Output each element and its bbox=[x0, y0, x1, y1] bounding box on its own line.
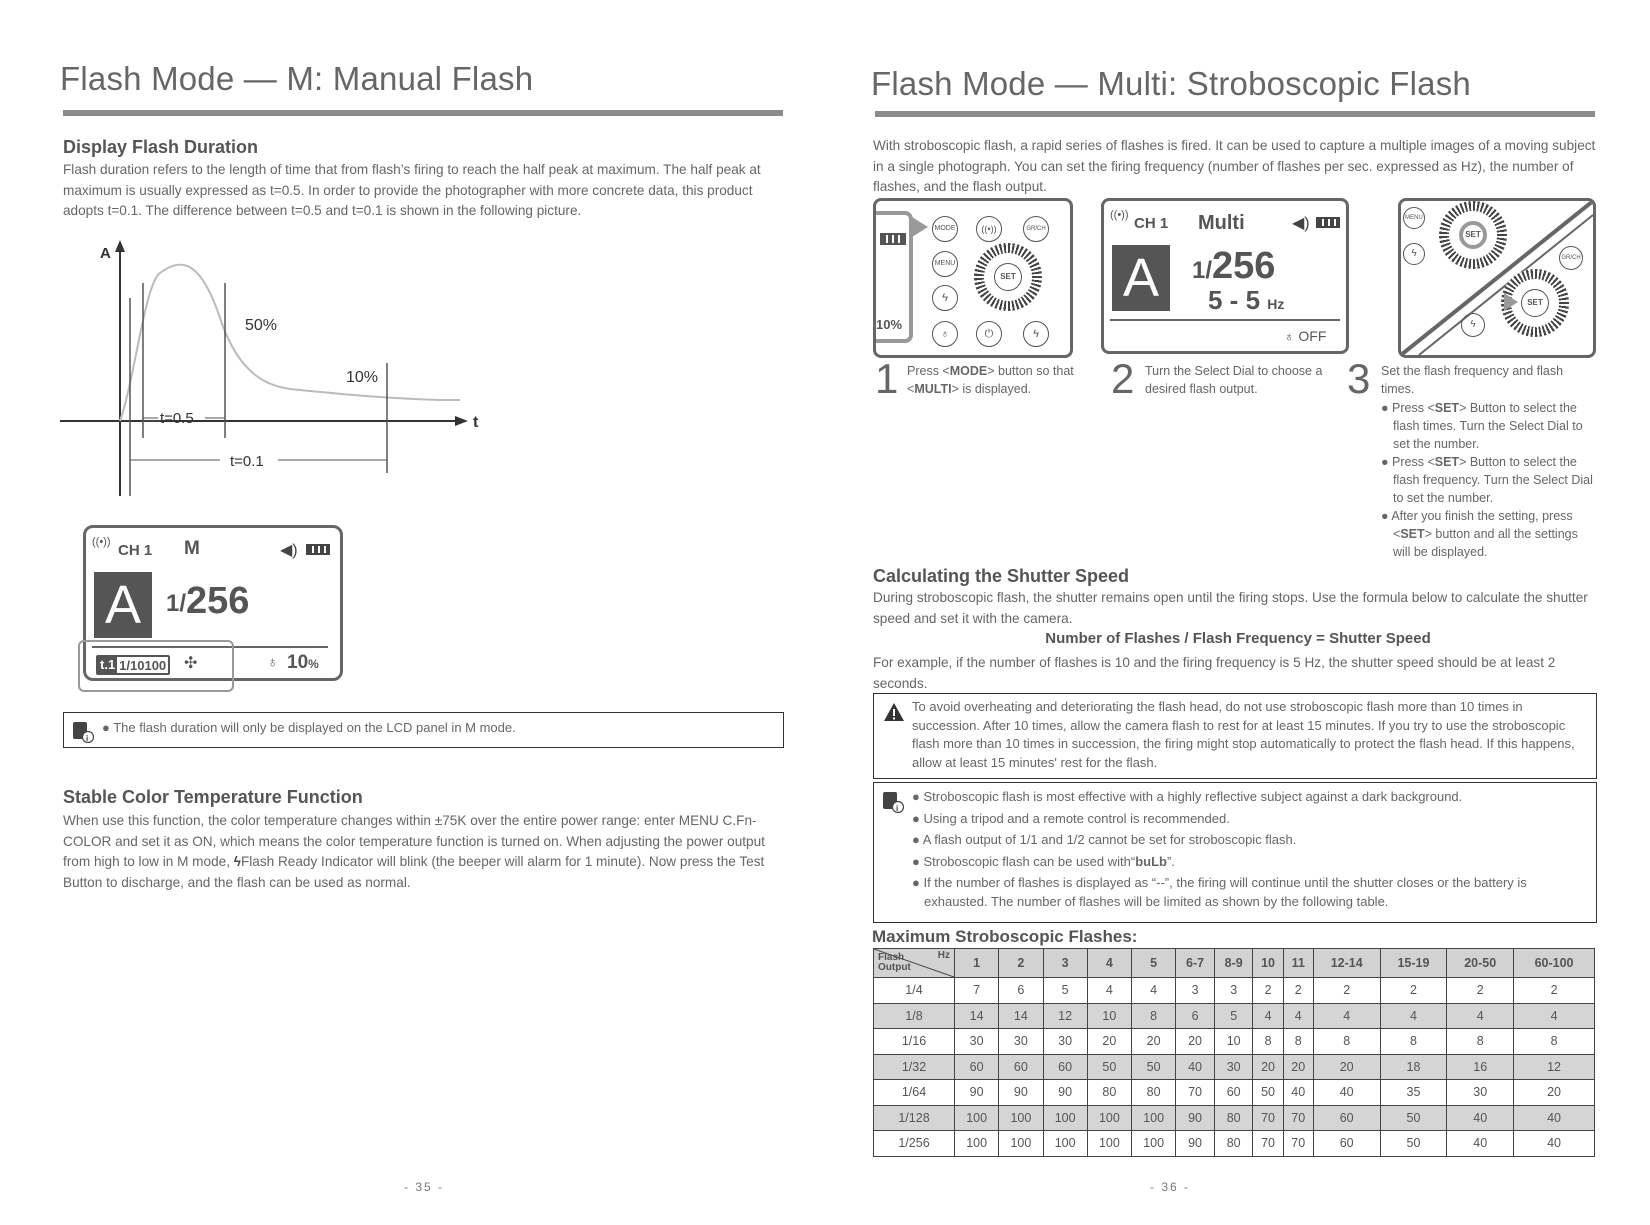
table-cell: 4 bbox=[1253, 1003, 1283, 1029]
wireless-button[interactable]: ((•)) bbox=[976, 216, 1002, 242]
fan-icon: ✣ bbox=[184, 655, 198, 672]
column-header: 10 bbox=[1253, 949, 1283, 978]
table-cell: 8 bbox=[1132, 1003, 1176, 1029]
table-cell: 80 bbox=[1214, 1105, 1253, 1131]
table-cell: 40 bbox=[1447, 1105, 1514, 1131]
column-header: 12-14 bbox=[1313, 949, 1380, 978]
note-item: ● A flash output of 1/1 and 1/2 cannot be set for stroboscopic flash. bbox=[912, 832, 1297, 847]
column-header: 15-19 bbox=[1380, 949, 1447, 978]
x-axis-label: t bbox=[473, 414, 479, 431]
table-cell: 40 bbox=[1176, 1054, 1215, 1080]
table-cell: 8 bbox=[1447, 1029, 1514, 1055]
label-t01: t=0.1 bbox=[230, 453, 264, 470]
battery-icon bbox=[306, 544, 330, 555]
table-cell: 90 bbox=[1043, 1080, 1087, 1106]
step3-intro: Set the flash frequency and flash times. bbox=[1381, 364, 1564, 396]
table-cell: 100 bbox=[999, 1131, 1043, 1157]
table-cell: 60 bbox=[1043, 1054, 1087, 1080]
table-cell: 90 bbox=[1176, 1105, 1215, 1131]
step3-bullet-1 bbox=[1381, 399, 1596, 453]
x-axis-arrow bbox=[455, 416, 468, 426]
corner-output: Output bbox=[878, 962, 911, 973]
step3-b2-pre: ● Press < bbox=[1381, 455, 1435, 469]
table-cell: 8 bbox=[1380, 1029, 1447, 1055]
step3-bullet-3 bbox=[1381, 507, 1596, 561]
color-temp-body-2: Flash Ready Indicator will blink (the beeper will alarm for 1 minute). Now press the Test Button to discharge, and the flash can be used as normal. bbox=[63, 854, 765, 890]
table-cell: 80 bbox=[1087, 1080, 1131, 1106]
column-header: 6-7 bbox=[1176, 949, 1215, 978]
duration-tag: t.1 bbox=[100, 657, 116, 672]
table-cell: 30 bbox=[1447, 1080, 1514, 1106]
table-cell: 90 bbox=[1176, 1131, 1215, 1157]
table-cell: 70 bbox=[1253, 1105, 1283, 1131]
table-cell: 8 bbox=[1313, 1029, 1380, 1055]
table-cell: 30 bbox=[1214, 1054, 1253, 1080]
section-heading-flash-duration: Display Flash Duration bbox=[63, 137, 259, 157]
lcd-panel-multi-mode bbox=[1101, 198, 1349, 354]
table-cell: 90 bbox=[955, 1080, 999, 1106]
lcd-percent bbox=[287, 652, 319, 674]
table-cell: 35 bbox=[1380, 1080, 1447, 1106]
table-row bbox=[874, 1131, 1595, 1157]
control-panel-illustration-1 bbox=[873, 198, 1073, 358]
bulb-icon: ♁ bbox=[1284, 328, 1295, 344]
y-axis-arrow bbox=[115, 240, 125, 252]
grch-button[interactable]: GR/CH bbox=[1559, 246, 1583, 270]
note-item: ● If the number of flashes is displayed as “--”, the firing will continue until the shutter closes or the battery is exhausted. The number of flashes will be limited as shown by the following table. bbox=[912, 875, 1527, 909]
step3-b3-post: > button and all the settings will be displayed. bbox=[1393, 527, 1578, 559]
lcd-power-prefix: 1/ bbox=[166, 590, 187, 617]
table-cell: 18 bbox=[1380, 1054, 1447, 1080]
table-cell: 50 bbox=[1380, 1105, 1447, 1131]
lcd-off-label: OFF bbox=[1298, 328, 1327, 344]
table-cell: 100 bbox=[1087, 1105, 1131, 1131]
flash-ready-icon: ϟ bbox=[233, 854, 241, 869]
table-cell: 4 bbox=[1380, 1003, 1447, 1029]
table-header-row bbox=[874, 949, 1595, 978]
table-row bbox=[874, 1003, 1595, 1029]
section-body-color-temp bbox=[63, 811, 793, 893]
table-cell: 5 bbox=[1214, 1003, 1253, 1029]
table-cell: 40 bbox=[1514, 1131, 1595, 1157]
step1-post: > is displayed. bbox=[951, 382, 1032, 396]
shutter-body: During stroboscopic flash, the shutter remains open until the firing stops. Use the formula below to calculate the shutter speed and set it with the camera. bbox=[873, 590, 1588, 626]
lcd-power-prefix: 1/ bbox=[1192, 257, 1213, 284]
lcd-frequency bbox=[1208, 285, 1284, 316]
warning-box bbox=[873, 693, 1597, 779]
table-cell: 14 bbox=[999, 1003, 1043, 1029]
wireless-icon: ((•)) bbox=[92, 536, 111, 548]
table-cell: 50 bbox=[1087, 1054, 1131, 1080]
table-cell: 4 bbox=[1447, 1003, 1514, 1029]
svg-text:i: i bbox=[86, 734, 89, 743]
table-cell: 8 bbox=[1283, 1029, 1313, 1055]
notes-box bbox=[873, 782, 1597, 923]
corner-cell bbox=[874, 949, 955, 978]
step3-bullet-2 bbox=[1381, 453, 1596, 507]
lcd-big-letter: A bbox=[1112, 245, 1170, 311]
max-flashes-table bbox=[873, 948, 1595, 1157]
table-cell: 40 bbox=[1283, 1080, 1313, 1106]
column-header: 5 bbox=[1132, 949, 1176, 978]
table-cell: 20 bbox=[1132, 1029, 1176, 1055]
control-panel-illustration-3 bbox=[1398, 198, 1596, 358]
table-cell: 5 bbox=[1043, 978, 1087, 1004]
table-cell: 60 bbox=[955, 1054, 999, 1080]
table-cell: 50 bbox=[1253, 1080, 1283, 1106]
table-body bbox=[874, 978, 1595, 1157]
table-cell: 100 bbox=[1087, 1131, 1131, 1157]
column-header: 3 bbox=[1043, 949, 1087, 978]
column-header: 1 bbox=[955, 949, 999, 978]
set-button-highlight[interactable]: SET bbox=[1459, 221, 1487, 249]
lcd-mode: Multi bbox=[1198, 212, 1245, 234]
note-text-m-mode: ● The flash duration will only be displayed on the LCD panel in M mode. bbox=[102, 720, 516, 735]
step1-mid: > button so that < bbox=[907, 364, 1074, 396]
table-cell: 6 bbox=[1176, 1003, 1215, 1029]
lcd-frequency-value: 5 - 5 bbox=[1208, 285, 1261, 315]
wireless-icon: ((•)) bbox=[1110, 209, 1129, 221]
table-cell: 2 bbox=[1447, 978, 1514, 1004]
table-cell: 4 bbox=[1514, 1003, 1595, 1029]
intro-paragraph: With stroboscopic flash, a rapid series of flashes is fired. It can be used to capture a multiple images of a moving subject in a single photograph. You can set the firing frequency (number of flashes per sec. expressed as Hz), the number of flashes, and the flash output. bbox=[873, 138, 1596, 194]
section-body-flash-duration: Flash duration refers to the length of time that from flash’s firing to reach the half peak at maximum. The half peak at maximum is usually expressed as t=0.5. In order to provide the photographer with more concrete data, this product adopts t=0.1. The difference between t=0.5 and t=0.1 is shown in the following picture. bbox=[63, 162, 761, 218]
shutter-example: For example, if the number of flashes is 10 and the firing frequency is 5 Hz, the shutter speed should be at least 2 seconds. bbox=[873, 655, 1556, 691]
note-icon bbox=[882, 791, 904, 818]
table-cell: 70 bbox=[1283, 1131, 1313, 1157]
lcd-mode: M bbox=[184, 538, 200, 559]
section-heading-shutter-speed: Calculating the Shutter Speed bbox=[873, 566, 1130, 586]
table-cell: 70 bbox=[1176, 1080, 1215, 1106]
lcd-channel: CH 1 bbox=[1134, 215, 1169, 232]
table-cell: 30 bbox=[999, 1029, 1043, 1055]
table-cell: 20 bbox=[1514, 1080, 1595, 1106]
corner-flash-output bbox=[878, 953, 911, 973]
step3-b1-post: > Button to select the flash times. Turn the Select Dial to set the number. bbox=[1393, 401, 1583, 451]
lcd-power-value: 256 bbox=[186, 580, 250, 622]
table-cell: 4 bbox=[1313, 1003, 1380, 1029]
table-cell: 2 bbox=[1514, 978, 1595, 1004]
speaker-icon: ◀) bbox=[280, 542, 298, 559]
table-cell: 12 bbox=[1043, 1003, 1087, 1029]
corner-hz: Hz bbox=[937, 950, 950, 961]
test-button[interactable]: ϟ bbox=[1023, 321, 1049, 347]
menu-button[interactable]: MENU bbox=[1403, 207, 1425, 229]
step-number-2: 2 bbox=[1111, 355, 1135, 402]
table-cell: 14 bbox=[955, 1003, 999, 1029]
table-cell: 16 bbox=[1447, 1054, 1514, 1080]
table-cell: 10 bbox=[1214, 1029, 1253, 1055]
table-cell: 100 bbox=[1132, 1105, 1176, 1131]
table-cell: 70 bbox=[1253, 1131, 1283, 1157]
notes-list bbox=[912, 788, 1588, 911]
table-cell: 80 bbox=[1132, 1080, 1176, 1106]
title-rule bbox=[875, 111, 1595, 117]
lcd-divider bbox=[1110, 319, 1340, 321]
sync-button[interactable]: ϟ bbox=[1403, 243, 1425, 265]
page-number-36: - 36 - bbox=[1150, 1180, 1191, 1194]
label-t05: t=0.5 bbox=[160, 410, 194, 427]
table-cell: 90 bbox=[999, 1080, 1043, 1106]
step-text-2: Turn the Select Dial to choose a desired flash output. bbox=[1145, 364, 1323, 396]
step3-b3-pre: ● After you finish the setting, press < bbox=[1381, 509, 1573, 541]
table-cell: 100 bbox=[955, 1131, 999, 1157]
step-text-1 bbox=[907, 362, 1087, 398]
table-cell: 60 bbox=[1313, 1105, 1380, 1131]
table-cell: 3 bbox=[1176, 978, 1215, 1004]
speaker-icon: ◀) bbox=[1292, 215, 1310, 232]
lcd-channel: CH 1 bbox=[118, 542, 153, 559]
column-header: 2 bbox=[999, 949, 1043, 978]
table-cell: 100 bbox=[955, 1105, 999, 1131]
table-cell: 3 bbox=[1214, 978, 1253, 1004]
table-cell: 4 bbox=[1132, 978, 1176, 1004]
table-cell: 80 bbox=[1214, 1131, 1253, 1157]
title-rule bbox=[63, 110, 783, 116]
table-title: Maximum Stroboscopic Flashes: bbox=[872, 927, 1138, 946]
duration-value: 1/10100 bbox=[119, 657, 167, 673]
table-cell: 20 bbox=[1087, 1029, 1131, 1055]
column-header: 60-100 bbox=[1514, 949, 1595, 978]
table-cell: 50 bbox=[1132, 1054, 1176, 1080]
lcd-big-letter: A bbox=[94, 572, 152, 638]
table-cell: 100 bbox=[1043, 1105, 1087, 1131]
page-36 bbox=[825, 0, 1650, 1225]
table-cell: 6 bbox=[999, 978, 1043, 1004]
y-axis-label: A bbox=[100, 245, 111, 262]
section-heading-color-temp: Stable Color Temperature Function bbox=[63, 787, 363, 807]
row-label: 1/4 bbox=[874, 978, 955, 1004]
table-cell: 20 bbox=[1313, 1054, 1380, 1080]
table-cell: 60 bbox=[1313, 1131, 1380, 1157]
row-label: 1/16 bbox=[874, 1029, 955, 1055]
grch-button[interactable]: GR/CH bbox=[1023, 216, 1049, 242]
note4-bold: buLb bbox=[1135, 853, 1167, 869]
step1-bold-multi: MULTI bbox=[914, 382, 952, 396]
table-row bbox=[874, 1105, 1595, 1131]
column-header: 8-9 bbox=[1214, 949, 1253, 978]
table-cell: 40 bbox=[1313, 1080, 1380, 1106]
column-header: 20-50 bbox=[1447, 949, 1514, 978]
menu-button[interactable]: MENU bbox=[932, 251, 958, 277]
label-10-percent: 10% bbox=[346, 369, 379, 386]
table-cell: 60 bbox=[1214, 1080, 1253, 1106]
battery-icon bbox=[1316, 217, 1340, 228]
table-cell: 2 bbox=[1253, 978, 1283, 1004]
set-button[interactable]: SET bbox=[1521, 289, 1549, 317]
corner-flash: Flash bbox=[878, 952, 905, 963]
step3-b3-bold: SET bbox=[1400, 527, 1425, 541]
page-title: Flash Mode — Multi: Stroboscopic Flash bbox=[871, 65, 1471, 102]
modeling-light-button[interactable]: ♁ bbox=[932, 321, 958, 347]
note4-post: ”. bbox=[1166, 853, 1175, 869]
power-button[interactable]: ⏻ bbox=[976, 321, 1002, 347]
step-text-3 bbox=[1381, 362, 1596, 561]
table-cell: 2 bbox=[1283, 978, 1313, 1004]
note-item-bulb bbox=[912, 853, 1588, 872]
svg-text:i: i bbox=[896, 804, 899, 813]
table-cell: 2 bbox=[1380, 978, 1447, 1004]
step3-b1-bold: SET bbox=[1434, 401, 1460, 415]
table-cell: 30 bbox=[1043, 1029, 1087, 1055]
lcd-percent-value: 10 bbox=[287, 652, 309, 673]
set-button[interactable]: SET bbox=[994, 263, 1022, 291]
lcd-frequency-unit: Hz bbox=[1267, 296, 1285, 312]
step3-b2-post: > Button to select the flash frequency. Turn the Select Dial to set the number. bbox=[1393, 455, 1593, 505]
table-row bbox=[874, 1080, 1595, 1106]
row-label: 1/8 bbox=[874, 1003, 955, 1029]
row-label: 1/256 bbox=[874, 1131, 955, 1157]
table-cell: 12 bbox=[1514, 1054, 1595, 1080]
warning-icon bbox=[883, 702, 905, 722]
table-cell: 60 bbox=[999, 1054, 1043, 1080]
table-cell: 7 bbox=[955, 978, 999, 1004]
table-cell: 30 bbox=[955, 1029, 999, 1055]
table-row bbox=[874, 1054, 1595, 1080]
table-cell: 20 bbox=[1176, 1029, 1215, 1055]
table-cell: 50 bbox=[1380, 1131, 1447, 1157]
step3-b1-pre: ● Press < bbox=[1381, 401, 1435, 415]
table-cell: 4 bbox=[1087, 978, 1131, 1004]
table-row bbox=[874, 1029, 1595, 1055]
table-cell: 100 bbox=[999, 1105, 1043, 1131]
column-header: 4 bbox=[1087, 949, 1131, 978]
warning-text: To avoid overheating and deteriorating the flash head, do not use stroboscopic flash more than 10 times in succession. After 10 times, allow the camera flash to rest for at least 15 minutes. If you try to use the stroboscopic flash more than 10 times in succession, the firing might stop automatically to protect the flash head. If this happens, allow at least 15 minutes' rest for the flash. bbox=[912, 699, 1575, 770]
note-item: ● Stroboscopic flash is most effective with a highly reflective subject against a dark background. bbox=[912, 789, 1463, 804]
note-item: ● Using a tripod and a remote control is recommended. bbox=[912, 810, 1230, 826]
page-title: Flash Mode — M: Manual Flash bbox=[60, 60, 534, 97]
note-icon bbox=[72, 721, 89, 743]
flash-duration-graph bbox=[60, 238, 490, 500]
table-cell: 8 bbox=[1253, 1029, 1283, 1055]
page-number-35: - 35 - bbox=[404, 1180, 445, 1194]
shutter-formula: Number of Flashes / Flash Frequency = Shutter Speed bbox=[1045, 630, 1431, 647]
note-box-m-mode bbox=[63, 712, 784, 748]
row-label: 1/32 bbox=[874, 1054, 955, 1080]
table-cell: 40 bbox=[1514, 1105, 1595, 1131]
column-header: 11 bbox=[1283, 949, 1313, 978]
table-cell: 10 bbox=[1087, 1003, 1131, 1029]
step1-pre: Press < bbox=[907, 364, 950, 378]
step-number-1: 1 bbox=[875, 355, 899, 402]
step3-b2-bold: SET bbox=[1434, 455, 1460, 469]
lcd-percent-unit: % bbox=[308, 657, 319, 671]
arrow-icon bbox=[912, 217, 928, 237]
mode-button[interactable]: MODE bbox=[932, 216, 958, 242]
row-label: 1/128 bbox=[874, 1105, 955, 1131]
table-cell: 2 bbox=[1313, 978, 1380, 1004]
flash-curve bbox=[120, 265, 460, 421]
table-cell: 100 bbox=[1132, 1131, 1176, 1157]
table-cell: 8 bbox=[1514, 1029, 1595, 1055]
row-label: 1/64 bbox=[874, 1080, 955, 1106]
table-cell: 20 bbox=[1253, 1054, 1283, 1080]
test-button[interactable]: ϟ bbox=[1461, 313, 1485, 337]
table-cell: 40 bbox=[1447, 1131, 1514, 1157]
table-row bbox=[874, 978, 1595, 1004]
bulb-icon: ♁ bbox=[267, 654, 279, 671]
lcd-off bbox=[1284, 328, 1326, 344]
table-cell: 100 bbox=[1043, 1131, 1087, 1157]
panel1-percent: 10% bbox=[876, 317, 903, 332]
table-cell: 4 bbox=[1283, 1003, 1313, 1029]
step1-bold-mode: MODE bbox=[949, 364, 988, 378]
table-cell: 70 bbox=[1283, 1105, 1313, 1131]
lcd-power-value: 256 bbox=[1212, 245, 1276, 287]
label-50-percent: 50% bbox=[245, 317, 278, 334]
sync-button[interactable]: ϟ bbox=[932, 285, 958, 311]
arrow-icon bbox=[1504, 293, 1518, 311]
duration-highlight-box bbox=[78, 640, 234, 692]
color-temp-body-1: When use this function, the color temperature changes within ±75K over the entire power range: enter MENU C.Fn-COLOR and set it as ON, which means the color temperature function is turned on. When adjusting the power output from high to low in M mode, bbox=[63, 813, 765, 869]
note4-pre: ● Stroboscopic flash can be used with“ bbox=[912, 853, 1136, 869]
table-cell: 20 bbox=[1283, 1054, 1313, 1080]
step-number-3: 3 bbox=[1347, 355, 1371, 402]
